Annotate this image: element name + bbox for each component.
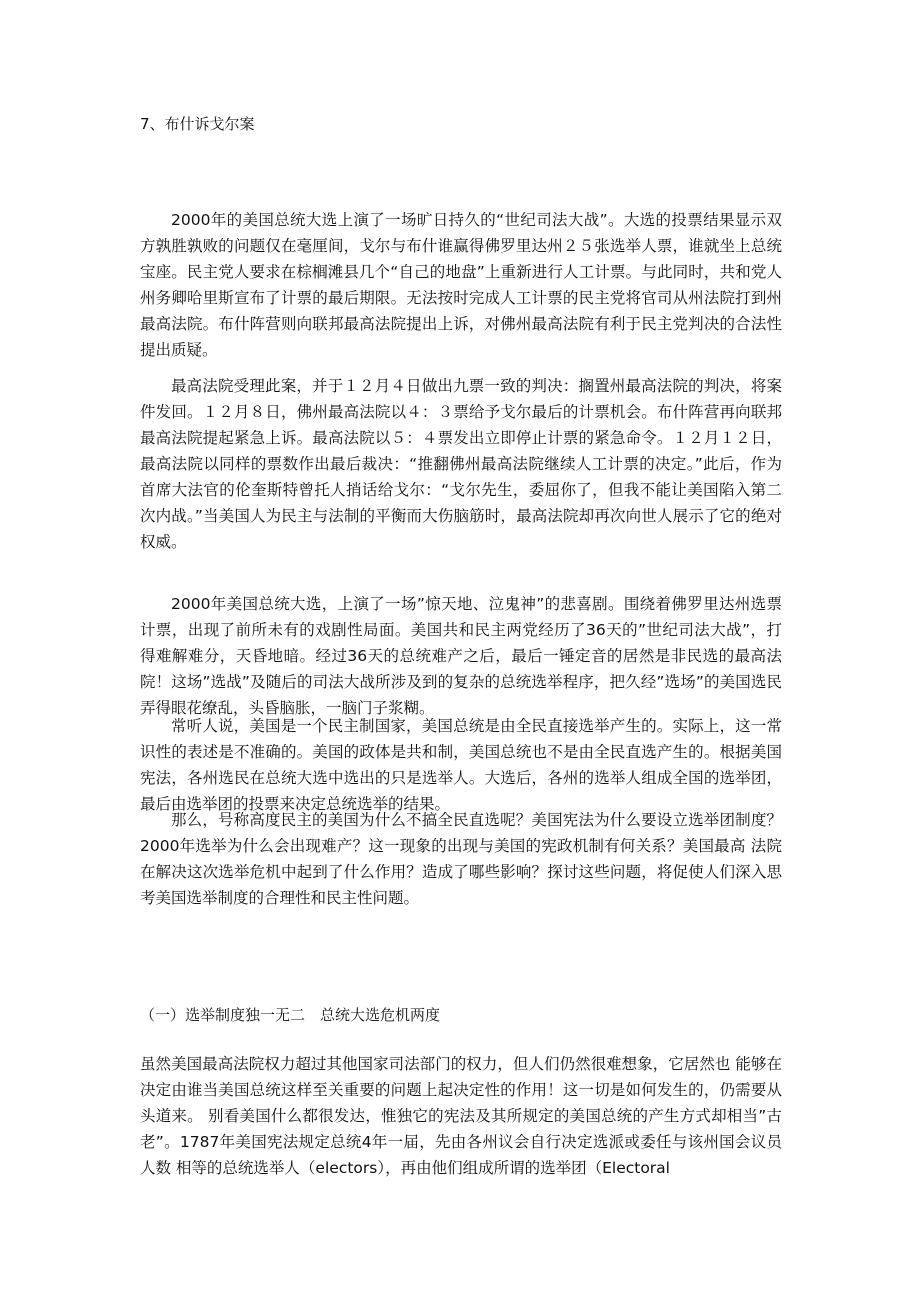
paragraph-section-body: 虽然美国最高法院权力超过其他国家司法部门的权力，但人们仍然很难想象，它居然也 能够在决定由谁当美国总统这样至关重要的问题上起决定性的作用！这一切是如何发生的，仍需要从头道来。 别看美国什么都很发达，惟独它的宪法及其所规定的美国总统的产生方式却相当”古老”。1787年美国宪法规定总统4年一届，先由各州议会自行决定选派或委任与该州国会议员人数 相等的总统选举人（electors），再由他们组成所谓的选举团（Electoral <box>140 1055 782 1177</box>
paragraph-republic-system: 常听人说，美国是一个民主制国家，美国总统是由全民直接选举产生的。实际上，这一常识性的表述是不准确的。美国的政体是共和制，美国总统也不是由全民直选产生的。根据美国宪法，各州选民在总统大选中选出的只是选举人。大选后，各州的选举人组成全国的选举团，最后由选举团的投票来决定总统选举的结果。 <box>140 717 782 813</box>
paragraph-questions: 那么，号称高度民主的美国为什么不搞全民直选呢？美国宪法为什么要设立选举团制度？2000年选举为什么会出现难产？这一现象的出现与美国的宪政机制有何关系？美国最高 法院在解决这次选举危机中起到了什么作用？造成了哪些影响？探讨这些问题，将促使人们深入思考美国选举制度的合理性和民主性问题。 <box>140 811 782 907</box>
paragraph-tragicomedy: 2000年美国总统大选，上演了一场”惊天地、泣鬼神”的悲喜剧。围绕着佛罗里达州选票 计票，出现了前所未有的戏剧性局面。美国共和民主两党经历了36天的”世纪司法大战”，打 得难解难分，天昏地暗。经过36天的总统难产之后，最后一锤定音的居然是非民选的最高法 院！这场”选战”及随后的司法大战所涉及到的复杂的总统选举程序，把久经”选场”的美国选民 弄得眼花缭乱，头昏脑胀，一脑门子浆糊。 <box>140 595 782 717</box>
paragraph-supreme-court-ruling: 最高法院受理此案，并于１２月４日做出九票一致的判决：搁置州最高法院的判决，将案件发回。１２月８日，佛州最高法院以４：３票给予戈尔最后的计票机会。布什阵营再向联邦最高法院提起紧急上诉。最高法院以５：４票发出立即停止计票的紧急命令。１２月１２日，最高法院以同样的票数作出最后裁决：“推翻佛州最高法院继续人工计票的决定。”此后，作为首席大法官的伦奎斯特曾托人捎话给戈尔：“戈尔先生，委屈你了，但我不能让美国陷入第二次内战。”当美国人为民主与法制的平衡而大伤脑筋时，最高法院却再次向世人展示了它的绝对权威。 <box>140 377 782 551</box>
section-title: （一）选举制度独一无二 总统大选危机两度 <box>140 1006 441 1024</box>
document-heading: 7、布什诉戈尔案 <box>140 115 255 133</box>
paragraph-election-overview: 2000年的美国总统大选上演了一场旷日持久的“世纪司法大战”。大选的投票结果显示双方孰胜孰败的问题仅在毫厘间，戈尔与布什谁赢得佛罗里达州２５张选举人票，谁就坐上总统宝座。民主党人要求在棕榈滩县几个“自己的地盘”上重新进行人工计票。与此同时，共和党人州务卿哈里斯宣布了计票的最后期限。无法按时完成人工计票的民主党将官司从州法院打到州最高法院。布什阵营则向联邦最高法院提出上诉，对佛州最高法院有利于民主党判决的合法性提出质疑。 <box>140 211 782 359</box>
